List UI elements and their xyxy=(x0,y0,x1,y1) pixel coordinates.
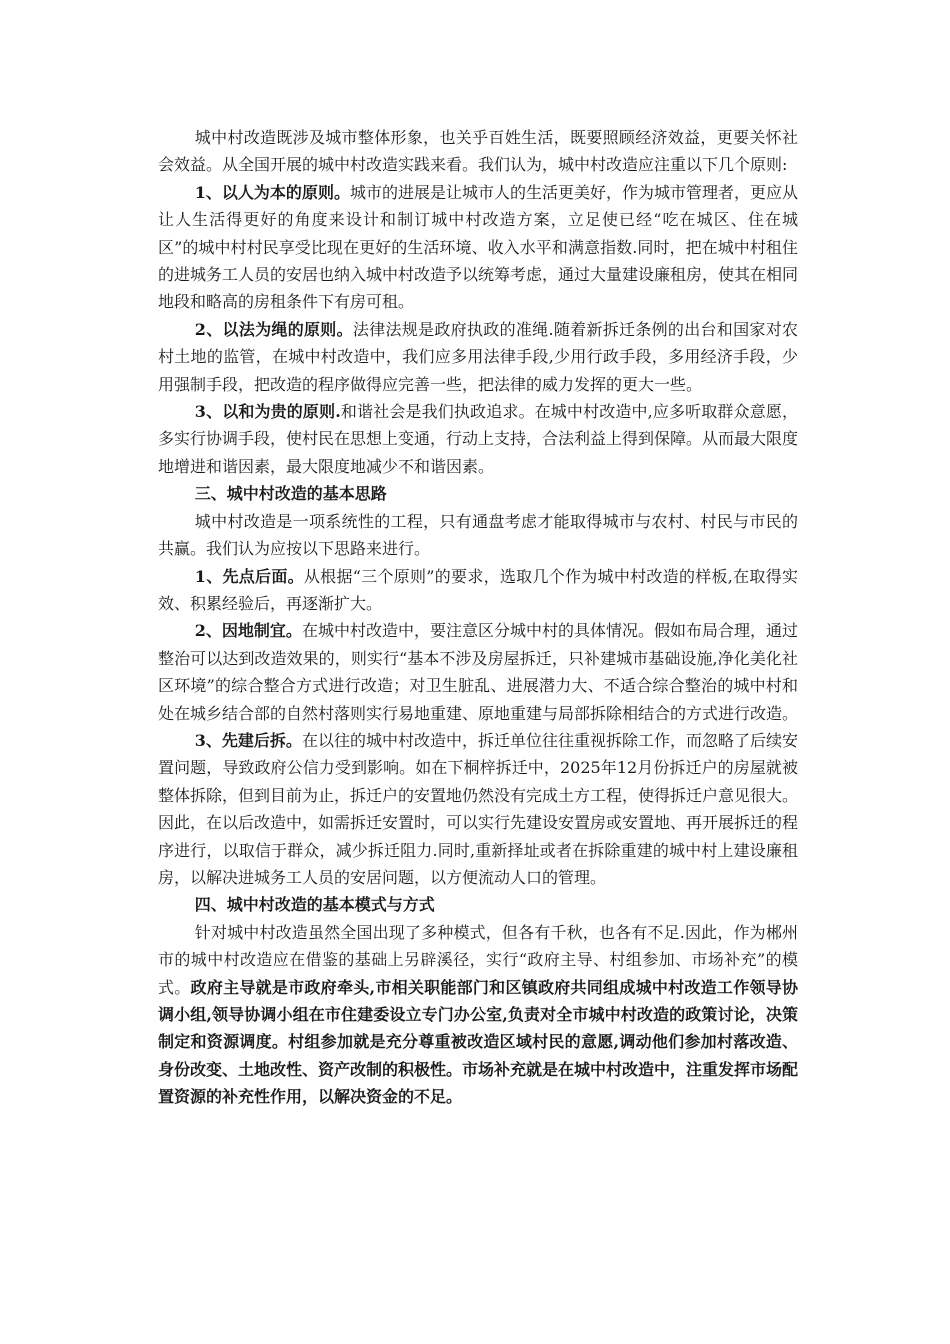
section-3-item-1-text: 从根据“三个原则”的要求，选取几个作为城中村改造的样板,在取得实效、积累经验后，再逐渐扩大。 xyxy=(158,566,798,613)
section-3-item-2-title: 2、因地制宜。 xyxy=(194,621,302,641)
section-3-item-3-text: 在以往的城中村改造中，拆迁单位往往重视拆除工作，而忽略了后续安置问题，导致政府公信力受到影响。如在下桐梓拆迁中，2025年12月份拆迁户的房屋就被整体拆除，但到目前为止，拆迁户的安置地仍然没有完成土方工程，使得拆迁户意见很大。因此，在以后改造中，如需拆迁安置时，可以实行先建设安置房或安置地、再开展拆迁的程序进行，以取信于群众，减少拆迁阻力.同时,重新择址或者在拆除重建的城中村上建设廉租房，以解决进城务工人员的安居问题，以方便流动人口的管理。 xyxy=(158,730,799,887)
principle-1-title: 1、以人为本的原则。 xyxy=(194,182,350,202)
principle-3 xyxy=(158,398,798,480)
document-page xyxy=(158,124,798,1111)
principle-2 xyxy=(158,316,798,398)
section-4-bold-text: 政府主导就是市政府牵头,市相关职能部门和区镇政府共同组成城中村改造工作领导协调小组,领导协调小组在市住建委设立专门办公室,负责对全市城中村改造的政策讨论，决策制定和资源调度。村组参加就是充分尊重被改造区域村民的意愿,调动他们参加村落改造、身份改变、土地改性、资产改制的积极性。市场补充就是在城中村改造中，注重发挥市场配置资源的补充性作用，以解决资金的不足。 xyxy=(158,977,799,1107)
section-3-item-2-text: 在城中村改造中，要注意区分城中村的具体情况。假如布局合理，通过整治可以达到改造效果的，则实行“基本不涉及房屋拆迁，只补建城市基础设施,净化美化社区环境”的综合整合方式进行改造；对卫生脏乱、进展潜力大、不适合综合整治的城中村和处在城乡结合部的自然村落则实行易地重建、原地重建与局部拆除相结合的方式进行改造。 xyxy=(158,621,799,723)
principle-2-text: 法律法规是政府执政的准绳.随着新拆迁条例的出台和国家对农村土地的监管，在城中村改造中，我们应多用法律手段,少用行政手段，多用经济手段，少用强制手段，把改造的程序做得应完善一些，把法律的威力发挥的更大一些。 xyxy=(158,319,798,394)
section-3-item-2 xyxy=(158,617,798,727)
section-3-item-3 xyxy=(158,727,798,891)
section-4-heading: 四、城中村改造的基本模式与方式 xyxy=(194,895,435,915)
principle-3-title: 3、以和为贵的原则. xyxy=(194,402,341,422)
section-4-text: 针对城中村改造虽然全国出现了多种模式，但各有千秋，也各有不足.因此，作为郴州市的城中村改造应在借鉴的基础上另辟溪径，实行“政府主导、村组参加、市场补充”的模式。 xyxy=(158,922,798,997)
section-3-heading: 三、城中村改造的基本思路 xyxy=(194,484,387,504)
principle-1 xyxy=(158,179,798,316)
intro-paragraph: 城中村改造既涉及城市整体形象，也关乎百姓生活，既要照顾经济效益，更要关怀社会效益。从全国开展的城中村改造实践来看。我们认为，城中村改造应注重以下几个原则: xyxy=(158,128,798,175)
principle-1-text: 城市的进展是让城市人的生活更美好，作为城市管理者，更应从让人生活得更好的角度来设计和制订城中村改造方案，立足使已经“吃在城区、住在城区”的城中村村民享受比现在更好的生活环境、收入水平和满意指数.同时，把在城中村租住的进城务工人员的安居也纳入城中村改造予以统筹考虑，通过大量建设廉租房，使其在相同地段和略高的房租条件下有房可租。 xyxy=(158,182,799,312)
section-4-paragraph xyxy=(158,919,798,1111)
section-3-item-3-title: 3、先建后拆。 xyxy=(194,730,302,750)
section-3-item-1 xyxy=(158,563,798,618)
principle-2-title: 2、以法为绳的原则。 xyxy=(194,319,353,339)
section-3-intro: 城中村改造是一项系统性的工程，只有通盘考虑才能取得城市与农村、村民与市民的共赢。我们认为应按以下思路来进行。 xyxy=(158,511,798,559)
principle-3-text: 和谐社会是我们执政追求。在城中村改造中,应多听取群众意愿，多实行协调手段，使村民在思想上变通，行动上支持，合法利益上得到保障。从而最大限度地增进和谐因素，最大限度地减少不和谐因素。 xyxy=(158,402,799,476)
section-3-item-1-title: 1、先点后面。 xyxy=(194,566,304,586)
